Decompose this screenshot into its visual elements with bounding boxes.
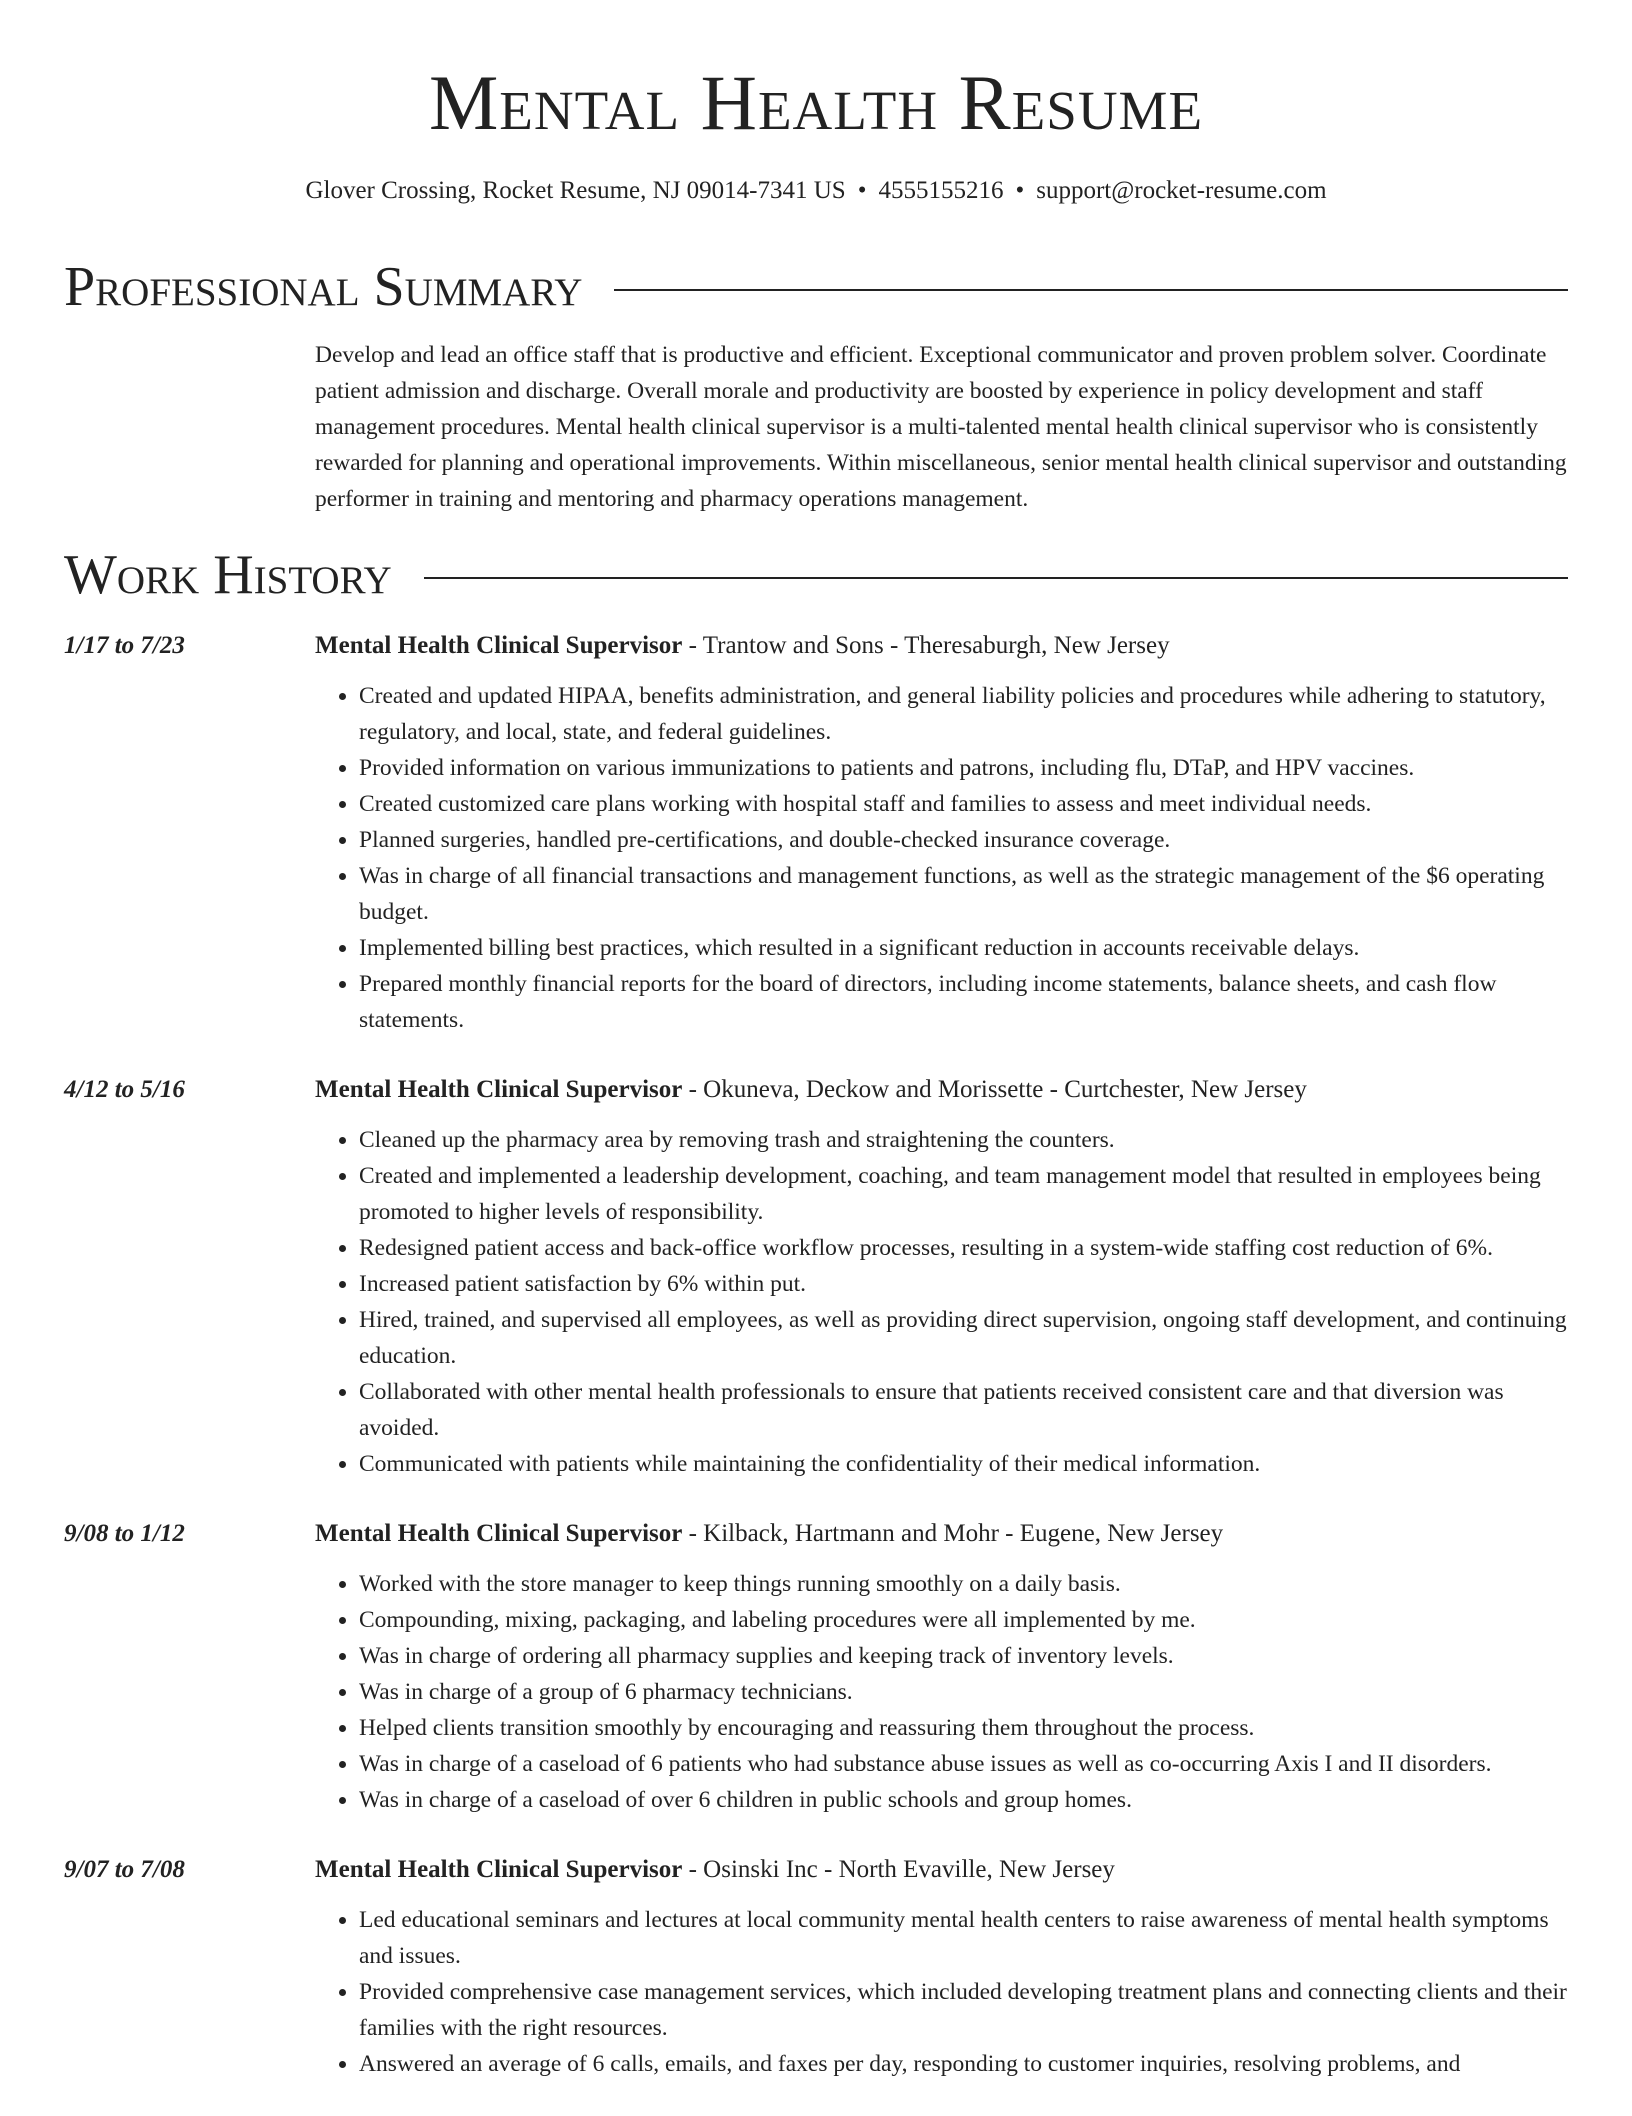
job-bullet: • Led educational seminars and lectures at local community mental health centers to raise awareness of mental health symptoms and issues. [359,1902,1568,1974]
job-bullet: • Increased patient satisfaction by 6% within put. [359,1266,1568,1302]
job-bullet: • Provided information on various immunizations to patients and patrons, including flu, DTaP, and HPV vaccines. [359,750,1568,786]
job-bullet: • Planned surgeries, handled pre-certifications, and double-checked insurance coverage. [359,822,1568,858]
job-entry [64,1072,1568,1482]
work-history-header [64,543,1568,607]
job-title: Mental Health Clinical Supervisor [315,632,683,659]
job-bullets [315,1122,1568,1482]
job-details: - Kilback, Hartmann and Mohr - Eugene, New Jersey [682,1520,1224,1547]
section-divider [614,289,1568,291]
job-bullet: • Was in charge of a caseload of over 6 children in public schools and group homes. [359,1782,1568,1818]
contact-phone: 4555155216 [878,177,1004,204]
job-bullet: • Redesigned patient access and back-office workflow processes, resulting in a system-wide staffing cost reduction of 6%. [359,1230,1568,1266]
section-title: Professional Summary [64,256,583,318]
job-details: - Okuneva, Deckow and Morissette - Curtchester, New Jersey [682,1076,1307,1103]
job-bullet: • Worked with the store manager to keep things running smoothly on a daily basis. [359,1566,1568,1602]
job-entry [64,628,1568,1038]
job-heading [64,1516,1568,1552]
job-title: Mental Health Clinical Supervisor [315,1520,683,1547]
job-bullet: • Compounding, mixing, packaging, and labeling procedures were all implemented by me. [359,1602,1568,1638]
job-bullet: • Was in charge of a caseload of 6 patients who had substance abuse issues as well as co-occurring Axis I and II disorders. [359,1746,1568,1782]
job-bullets [315,1566,1568,1818]
contact-line [0,174,1632,208]
job-bullet: • Was in charge of ordering all pharmacy supplies and keeping track of inventory levels. [359,1638,1568,1674]
job-bullet: • Created customized care plans working with hospital staff and families to assess and meet individual needs. [359,786,1568,822]
job-entry [64,1852,1568,2082]
job-details: - Osinski Inc - North Evaville, New Jersey [682,1856,1115,1883]
job-bullet: • Was in charge of a group of 6 pharmacy technicians. [359,1674,1568,1710]
contact-separator: • [857,177,867,204]
job-dates: 9/08 to 1/12 [64,1520,185,1547]
job-bullet: • Was in charge of all financial transactions and management functions, as well as the strategic management of the $6 operating budget. [359,858,1568,930]
job-bullet: • Collaborated with other mental health professionals to ensure that patients received consistent care and that diversion was avoided. [359,1374,1568,1446]
job-bullet: • Implemented billing best practices, which resulted in a significant reduction in accounts receivable delays. [359,930,1568,966]
section-divider [424,577,1568,579]
section-title: Work History [64,544,392,606]
job-title: Mental Health Clinical Supervisor [315,1076,683,1103]
job-bullet: • Helped clients transition smoothly by encouraging and reassuring them throughout the process. [359,1710,1568,1746]
job-bullet: • Prepared monthly financial reports for the board of directors, including income statements, balance sheets, and cash flow statements. [359,966,1568,1038]
job-bullet: • Provided comprehensive case management services, which included developing treatment plans and connecting clients and their families with the right resources. [359,1974,1568,2046]
job-heading [64,1072,1568,1108]
resume-title: Mental Health Resume [428,59,1204,146]
job-heading [64,1852,1568,1888]
job-dates: 4/12 to 5/16 [64,1076,185,1103]
job-bullet: • Answered an average of 6 calls, emails, and faxes per day, responding to customer inquiries, resolving problems, and [359,2046,1568,2082]
contact-address: Glover Crossing, Rocket Resume, NJ 09014-7341 US [305,177,846,204]
job-bullets [315,678,1568,1038]
job-bullet: • Communicated with patients while maintaining the confidentiality of their medical information. [359,1446,1568,1482]
job-bullet: • Hired, trained, and supervised all employees, as well as providing direct supervision, ongoing staff development, and continuing education. [359,1302,1568,1374]
job-dates: 1/17 to 7/23 [64,632,185,659]
job-bullet: • Created and implemented a leadership development, coaching, and team management model that resulted in employees being promoted to higher levels of responsibility. [359,1158,1568,1230]
job-heading-text [315,1516,1223,1552]
job-bullet: • Cleaned up the pharmacy area by removing trash and straightening the counters. [359,1122,1568,1158]
job-details: - Trantow and Sons - Theresaburgh, New Jersey [682,632,1170,659]
contact-email: support@rocket-resume.com [1036,177,1327,204]
job-bullet: • Created and updated HIPAA, benefits administration, and general liability policies and procedures while adhering to statutory, regulatory, and local, state, and federal guidelines. [359,678,1568,750]
contact-separator: • [1015,177,1025,204]
work-history-list [64,628,1568,2116]
job-heading-text [315,1852,1115,1888]
job-bullets [315,1902,1568,2082]
job-entry [64,1516,1568,1818]
job-title: Mental Health Clinical Supervisor [315,1856,683,1883]
job-dates: 9/07 to 7/08 [64,1856,185,1883]
job-heading-text [315,628,1170,664]
job-heading-text [315,1072,1307,1108]
summary-text: Develop and lead an office staff that is productive and efficient. Exceptional communicator and proven problem solver. Coordinate patient admission and discharge. Overall morale and productivity are boosted by experience in policy development and staff management procedures. Mental health clinical supervisor is a multi-talented mental health clinical supervisor who is consistently rewarded for planning and operational improvements. Within miscellaneous, senior mental health clinical supervisor and outstanding performer in training and mentoring and pharmacy operations management. [315,342,1567,512]
professional-summary-header [64,255,1568,319]
job-heading [64,628,1568,664]
